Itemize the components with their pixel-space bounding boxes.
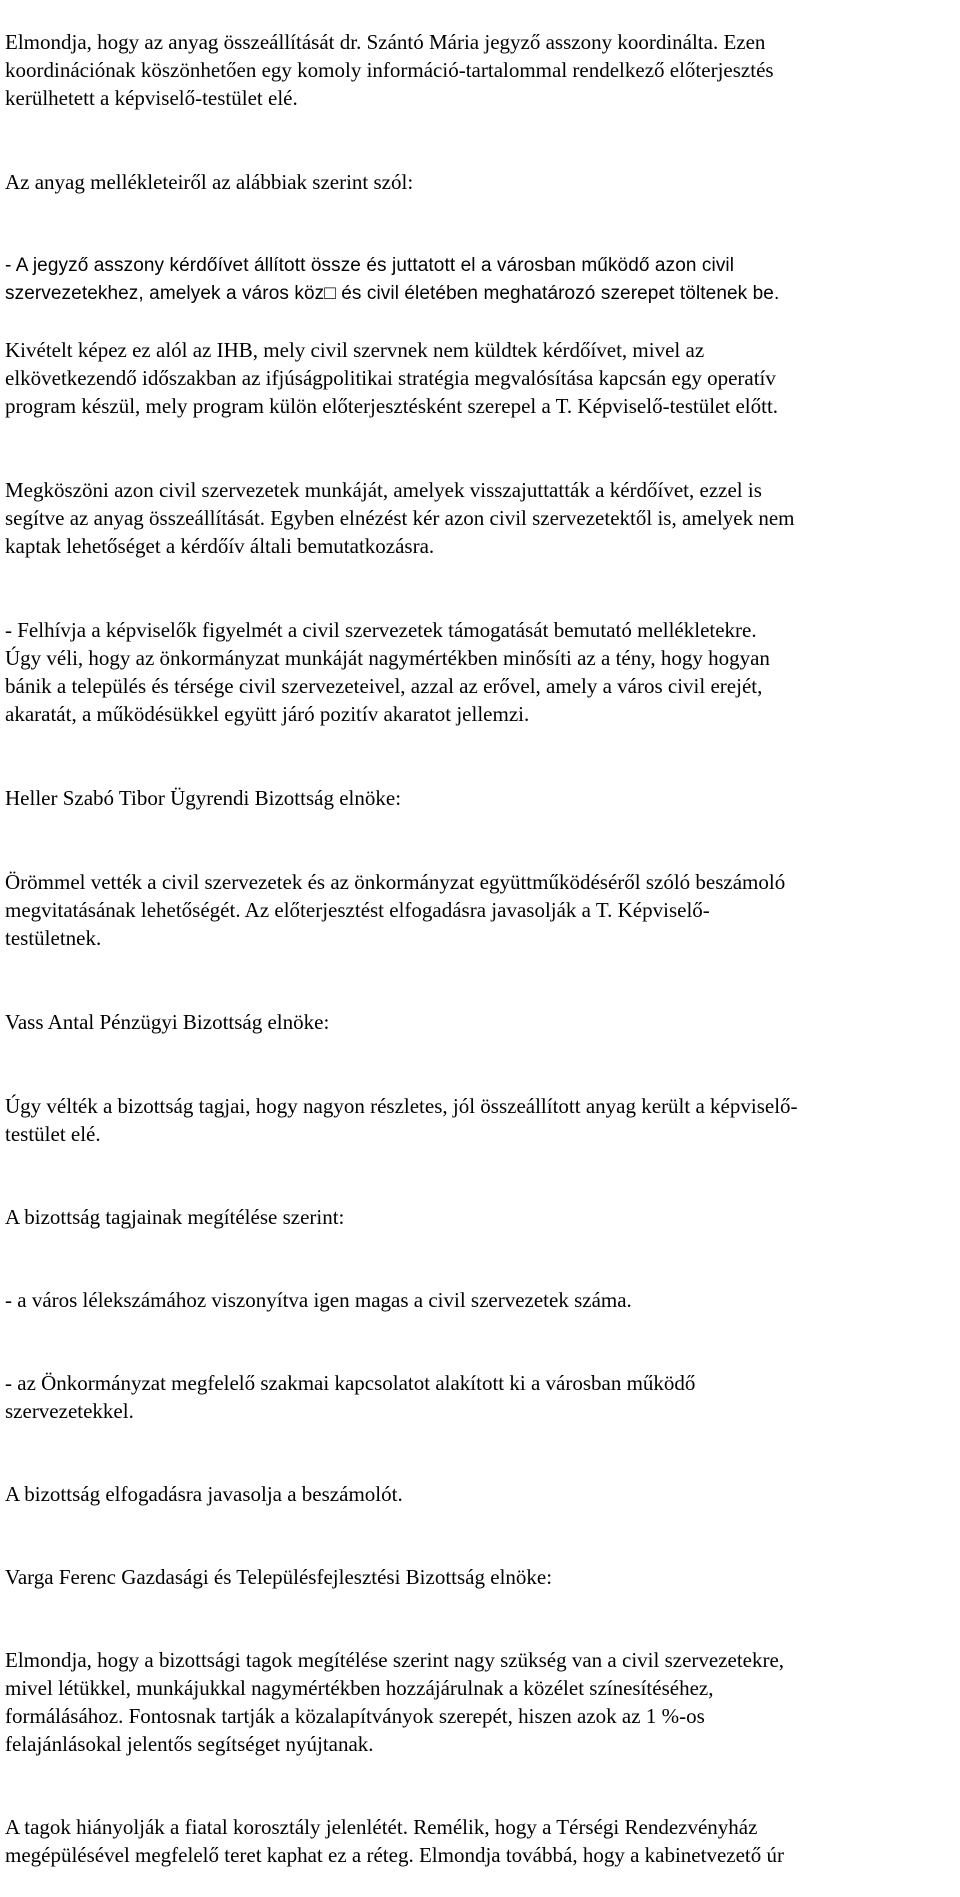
list-item-population: - a város lélekszámához viszonyítva igen magas a civil szervezetek száma.: [5, 1288, 632, 1312]
paragraph-ugyrendi-opinion: Örömmel vették a civil szervezetek és az önkormányzat együttműködéséről szóló beszámoló megvitatásának lehetőségét. Az előterjesztést elfogadásra javasolják a T. Képviselő- testületnek.: [5, 870, 786, 950]
paragraph-penzugyi-opinion: Úgy vélték a bizottság tagjai, hogy nagyon részletes, jól összeállított anyag került a képviselő- testület elé.: [5, 1094, 798, 1146]
paragraph-youth-presence: A tagok hiányolják a fiatal korosztály jelenlétét. Remélik, hogy a Térségi Rendezvényház megépülésével megfelelő teret kaphat ez a réteg. Elmondja továbbá, hogy a kabinetvezető úr: [5, 1815, 784, 1867]
paragraph-thanks: Megköszöni azon civil szervezetek munkáját, amelyek visszajuttatták a kérdőívet, ezzel is segítve az anyag összeállítását. Egyben elnézést kér azon civil szervezetektől is, amelyek nem kaptak lehetőséget a kérdőív általi bemutatkozásra.: [5, 478, 795, 558]
paragraph-support-attachments: - Felhívja a képviselők figyelmét a civil szervezetek támogatását bemutató mellékletekre. Úgy véli, hogy az önkormányzat munkáját nagymértékben minősíti az a tény, hogy hogyan bánik a település és térsége civil szervezeteivel, azzal az erővel, amely a város civil erejét, akaratát, a működésükkel együtt járó pozitív akaratot jellemzi.: [5, 618, 770, 726]
list-item-professional-relations: - az Önkormányzat megfelelő szakmai kapcsolatot alakított ki a városban működő szervezetekkel.: [5, 1371, 696, 1423]
paragraph-ihb-exception: Kivételt képez ez alól az IHB, mely civil szervnek nem küldtek kérdőívet, mivel az elkövetkezendő időszakban az ifjúságpolitikai stratégia megvalósítása kapcsán egy operatív program készül, mely program külön előterjesztésként szerepel a T. Képviselő-testület előtt.: [5, 338, 779, 418]
speaker-heller-szabo-tibor: Heller Szabó Tibor Ügyrendi Bizottság elnöke:: [5, 786, 402, 810]
speaker-varga-ferenc: Varga Ferenc Gazdasági és Településfejlesztési Bizottság elnöke:: [5, 1565, 553, 1589]
paragraph-gazdasagi-opinion: Elmondja, hogy a bizottsági tagok megítélése szerint nagy szükség van a civil szervezetekre, mivel létükkel, munkájukkal nagymértékben hozzájárulnak a közélet színesítéséhez, formálásához. Fontosnak tartják a közalapítványok szerepét, hiszen azok az 1 %-os felajánlásokal jelentős segítséget nyújtanak.: [5, 1648, 785, 1756]
speaker-vass-antal: Vass Antal Pénzügyi Bizottság elnöke:: [5, 1010, 330, 1034]
document-page: [5, 0, 955, 1897]
paragraph-coordination: Elmondja, hogy az anyag összeállítását dr. Szántó Mária jegyző asszony koordinálta. Ezen koordinációnak köszönhetően egy komoly információ-tartalommal rendelkező előterjesztés kerülhetett a képviselő-testület elé.: [5, 30, 774, 110]
paragraph-committee-recommendation: A bizottság elfogadásra javasolja a beszámolót.: [5, 1482, 403, 1506]
paragraph-questionnaire: - A jegyző asszony kérdőívet állított össze és juttatott el a városban működő azon civil szervezetekhez, amelyek a város köz□ és civil életében meghatározó szerepet töltenek be.: [5, 255, 780, 304]
paragraph-attachments-intro: Az anyag mellékleteiről az alábbiak szerint szól:: [5, 170, 414, 194]
paragraph-committee-view-intro: A bizottság tagjainak megítélése szerint:: [5, 1205, 345, 1229]
